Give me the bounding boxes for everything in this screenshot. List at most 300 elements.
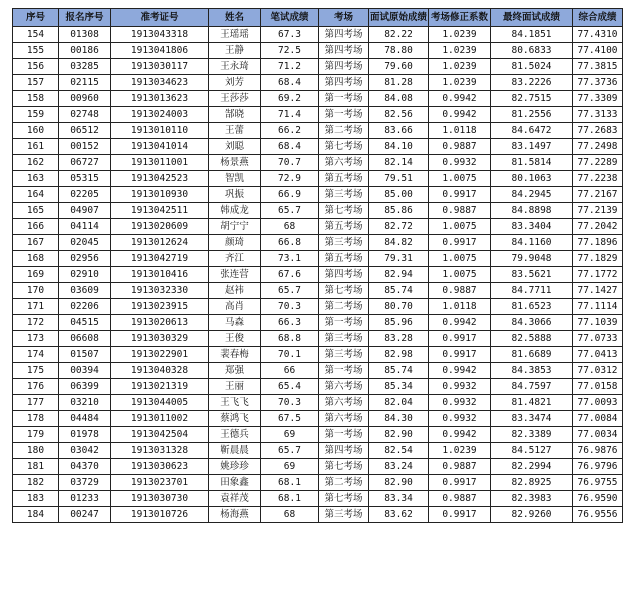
coefficient-cell: 1.0239: [429, 59, 491, 75]
seq-cell: 167: [13, 235, 59, 251]
room-cell: 第一考场: [319, 91, 369, 107]
written-score-cell: 67.6: [261, 267, 319, 283]
exam-id-cell: 1913043318: [111, 27, 209, 43]
name-cell: 齐江: [209, 251, 261, 267]
written-score-cell: 66.3: [261, 315, 319, 331]
name-cell: 王蕾: [209, 123, 261, 139]
seq-cell: 158: [13, 91, 59, 107]
exam-id-cell: 1913013623: [111, 91, 209, 107]
name-cell: 赵祎: [209, 283, 261, 299]
coefficient-cell: 0.9942: [429, 427, 491, 443]
total-score-cell: 77.1772: [573, 267, 623, 283]
room-cell: 第四考场: [319, 27, 369, 43]
total-score-cell: 77.0084: [573, 411, 623, 427]
written-score-cell: 69.2: [261, 91, 319, 107]
reg-no-cell: 01507: [59, 347, 111, 363]
table-row: [13, 219, 623, 235]
seq-cell: 177: [13, 395, 59, 411]
name-cell: 王瑶瑶: [209, 27, 261, 43]
written-score-cell: 68: [261, 219, 319, 235]
reg-no-cell: 02206: [59, 299, 111, 315]
seq-cell: 174: [13, 347, 59, 363]
seq-cell: 168: [13, 251, 59, 267]
total-score-cell: 77.2289: [573, 155, 623, 171]
name-cell: 杨景燕: [209, 155, 261, 171]
coefficient-cell: 0.9932: [429, 379, 491, 395]
room-cell: 第六考场: [319, 411, 369, 427]
room-cell: 第七考场: [319, 459, 369, 475]
seq-cell: 170: [13, 283, 59, 299]
written-score-cell: 66: [261, 363, 319, 379]
coefficient-cell: 1.0118: [429, 299, 491, 315]
table-row: [13, 187, 623, 203]
interview-final-cell: 83.3474: [491, 411, 573, 427]
reg-no-cell: 00152: [59, 139, 111, 155]
interview-final-cell: 81.5024: [491, 59, 573, 75]
written-score-cell: 73.1: [261, 251, 319, 267]
seq-cell: 155: [13, 43, 59, 59]
total-score-cell: 77.0158: [573, 379, 623, 395]
reg-no-cell: 06399: [59, 379, 111, 395]
reg-no-cell: 02045: [59, 235, 111, 251]
seq-cell: 182: [13, 475, 59, 491]
seq-cell: 165: [13, 203, 59, 219]
interview-final-cell: 82.8925: [491, 475, 573, 491]
total-score-cell: 77.0093: [573, 395, 623, 411]
interview-raw-cell: 85.00: [369, 187, 429, 203]
room-cell: 第一考场: [319, 427, 369, 443]
room-cell: 第七考场: [319, 139, 369, 155]
written-score-cell: 70.7: [261, 155, 319, 171]
score-table: [12, 8, 623, 523]
table-row: [13, 427, 623, 443]
exam-id-cell: 1913011002: [111, 411, 209, 427]
table-row: [13, 395, 623, 411]
table-row: [13, 347, 623, 363]
interview-raw-cell: 82.90: [369, 475, 429, 491]
reg-no-cell: 06608: [59, 331, 111, 347]
table-body: [13, 27, 623, 523]
seq-cell: 162: [13, 155, 59, 171]
table-row: [13, 75, 623, 91]
total-score-cell: 76.9876: [573, 443, 623, 459]
interview-final-cell: 84.7711: [491, 283, 573, 299]
room-cell: 第七考场: [319, 283, 369, 299]
table-row: [13, 443, 623, 459]
exam-id-cell: 1913031328: [111, 443, 209, 459]
seq-cell: 171: [13, 299, 59, 315]
total-score-cell: 77.0733: [573, 331, 623, 347]
room-cell: 第七考场: [319, 491, 369, 507]
table-row: [13, 139, 623, 155]
written-score-cell: 66.2: [261, 123, 319, 139]
coefficient-cell: 1.0239: [429, 75, 491, 91]
exam-id-cell: 1913010110: [111, 123, 209, 139]
room-cell: 第七考场: [319, 203, 369, 219]
seq-cell: 172: [13, 315, 59, 331]
name-cell: 王德兵: [209, 427, 261, 443]
coefficient-cell: 0.9917: [429, 235, 491, 251]
col-written-score-header: 笔试成绩: [261, 9, 319, 27]
interview-final-cell: 84.3853: [491, 363, 573, 379]
total-score-cell: 76.9755: [573, 475, 623, 491]
reg-no-cell: 06512: [59, 123, 111, 139]
seq-cell: 176: [13, 379, 59, 395]
written-score-cell: 68.1: [261, 491, 319, 507]
interview-final-cell: 82.7515: [491, 91, 573, 107]
reg-no-cell: 03729: [59, 475, 111, 491]
written-score-cell: 68.4: [261, 139, 319, 155]
interview-final-cell: 84.1851: [491, 27, 573, 43]
table-row: [13, 475, 623, 491]
interview-raw-cell: 82.22: [369, 27, 429, 43]
total-score-cell: 76.9556: [573, 507, 623, 523]
interview-final-cell: 82.3983: [491, 491, 573, 507]
table-row: [13, 123, 623, 139]
table-row: [13, 459, 623, 475]
total-score-cell: 77.1039: [573, 315, 623, 331]
coefficient-cell: 0.9932: [429, 395, 491, 411]
interview-raw-cell: 81.28: [369, 75, 429, 91]
interview-raw-cell: 83.66: [369, 123, 429, 139]
coefficient-cell: 1.0075: [429, 219, 491, 235]
exam-id-cell: 1913023915: [111, 299, 209, 315]
coefficient-cell: 0.9887: [429, 491, 491, 507]
reg-no-cell: 02115: [59, 75, 111, 91]
exam-id-cell: 1913042523: [111, 171, 209, 187]
interview-raw-cell: 84.82: [369, 235, 429, 251]
coefficient-cell: 1.0239: [429, 43, 491, 59]
name-cell: 王静: [209, 43, 261, 59]
interview-final-cell: 81.5814: [491, 155, 573, 171]
reg-no-cell: 04515: [59, 315, 111, 331]
reg-no-cell: 03210: [59, 395, 111, 411]
interview-raw-cell: 85.86: [369, 203, 429, 219]
interview-final-cell: 80.1063: [491, 171, 573, 187]
reg-no-cell: 03285: [59, 59, 111, 75]
total-score-cell: 77.4100: [573, 43, 623, 59]
coefficient-cell: 0.9887: [429, 459, 491, 475]
room-cell: 第三考场: [319, 507, 369, 523]
written-score-cell: 70.1: [261, 347, 319, 363]
interview-raw-cell: 85.34: [369, 379, 429, 395]
name-cell: 刘芳: [209, 75, 261, 91]
col-interview-final-header: 最终面试成绩: [491, 9, 573, 27]
interview-final-cell: 84.7597: [491, 379, 573, 395]
col-exam-id-header: 准考证号: [111, 9, 209, 27]
name-cell: 王丽: [209, 379, 261, 395]
written-score-cell: 68: [261, 507, 319, 523]
total-score-cell: 77.2498: [573, 139, 623, 155]
interview-raw-cell: 82.90: [369, 427, 429, 443]
written-score-cell: 69: [261, 459, 319, 475]
exam-id-cell: 1913030623: [111, 459, 209, 475]
name-cell: 王俊: [209, 331, 261, 347]
name-cell: 王莎莎: [209, 91, 261, 107]
written-score-cell: 72.9: [261, 171, 319, 187]
exam-id-cell: 1913020609: [111, 219, 209, 235]
name-cell: 王飞飞: [209, 395, 261, 411]
total-score-cell: 77.4310: [573, 27, 623, 43]
table-header-row: [13, 9, 623, 27]
interview-final-cell: 82.9260: [491, 507, 573, 523]
reg-no-cell: 06727: [59, 155, 111, 171]
coefficient-cell: 0.9942: [429, 91, 491, 107]
coefficient-cell: 0.9917: [429, 187, 491, 203]
interview-raw-cell: 82.56: [369, 107, 429, 123]
table-row: [13, 267, 623, 283]
total-score-cell: 76.9590: [573, 491, 623, 507]
interview-raw-cell: 84.30: [369, 411, 429, 427]
coefficient-cell: 0.9887: [429, 283, 491, 299]
room-cell: 第一考场: [319, 363, 369, 379]
interview-final-cell: 84.1160: [491, 235, 573, 251]
reg-no-cell: 02205: [59, 187, 111, 203]
coefficient-cell: 1.0239: [429, 443, 491, 459]
exam-id-cell: 1913010930: [111, 187, 209, 203]
total-score-cell: 77.1896: [573, 235, 623, 251]
interview-raw-cell: 85.74: [369, 363, 429, 379]
exam-id-cell: 1913010726: [111, 507, 209, 523]
interview-raw-cell: 83.62: [369, 507, 429, 523]
col-reg-no-header: 报名序号: [59, 9, 111, 27]
room-cell: 第一考场: [319, 107, 369, 123]
col-room-header: 考场: [319, 9, 369, 27]
name-cell: 智凯: [209, 171, 261, 187]
interview-final-cell: 79.9048: [491, 251, 573, 267]
name-cell: 郜晓: [209, 107, 261, 123]
interview-final-cell: 84.2945: [491, 187, 573, 203]
room-cell: 第四考场: [319, 267, 369, 283]
written-score-cell: 66.8: [261, 235, 319, 251]
written-score-cell: 65.7: [261, 443, 319, 459]
exam-id-cell: 1913012624: [111, 235, 209, 251]
exam-id-cell: 1913041806: [111, 43, 209, 59]
coefficient-cell: 1.0239: [429, 27, 491, 43]
col-name-header: 姓名: [209, 9, 261, 27]
table-row: [13, 251, 623, 267]
seq-cell: 154: [13, 27, 59, 43]
reg-no-cell: 02910: [59, 267, 111, 283]
seq-cell: 166: [13, 219, 59, 235]
table-row: [13, 171, 623, 187]
total-score-cell: 77.2683: [573, 123, 623, 139]
room-cell: 第五考场: [319, 171, 369, 187]
coefficient-cell: 0.9887: [429, 203, 491, 219]
exam-id-cell: 1913030117: [111, 59, 209, 75]
table-row: [13, 379, 623, 395]
room-cell: 第四考场: [319, 43, 369, 59]
room-cell: 第三考场: [319, 187, 369, 203]
name-cell: 胡宁宁: [209, 219, 261, 235]
coefficient-cell: 0.9942: [429, 107, 491, 123]
name-cell: 王永琦: [209, 59, 261, 75]
written-score-cell: 70.3: [261, 395, 319, 411]
interview-raw-cell: 83.24: [369, 459, 429, 475]
room-cell: 第三考场: [319, 331, 369, 347]
reg-no-cell: 00186: [59, 43, 111, 59]
exam-id-cell: 1913044005: [111, 395, 209, 411]
interview-final-cell: 83.3404: [491, 219, 573, 235]
room-cell: 第二考场: [319, 299, 369, 315]
total-score-cell: 77.3309: [573, 91, 623, 107]
reg-no-cell: 01233: [59, 491, 111, 507]
written-score-cell: 67.3: [261, 27, 319, 43]
exam-id-cell: 1913041014: [111, 139, 209, 155]
exam-id-cell: 1913023701: [111, 475, 209, 491]
coefficient-cell: 1.0075: [429, 267, 491, 283]
interview-raw-cell: 84.08: [369, 91, 429, 107]
total-score-cell: 77.3736: [573, 75, 623, 91]
name-cell: 田象鑫: [209, 475, 261, 491]
exam-id-cell: 1913024003: [111, 107, 209, 123]
exam-id-cell: 1913030730: [111, 491, 209, 507]
coefficient-cell: 1.0118: [429, 123, 491, 139]
seq-cell: 160: [13, 123, 59, 139]
table-row: [13, 507, 623, 523]
written-score-cell: 71.4: [261, 107, 319, 123]
seq-cell: 178: [13, 411, 59, 427]
reg-no-cell: 01978: [59, 427, 111, 443]
score-table-container: [12, 8, 623, 523]
coefficient-cell: 1.0075: [429, 171, 491, 187]
coefficient-cell: 0.9942: [429, 363, 491, 379]
interview-final-cell: 82.2994: [491, 459, 573, 475]
coefficient-cell: 0.9932: [429, 411, 491, 427]
written-score-cell: 68.8: [261, 331, 319, 347]
total-score-cell: 77.1114: [573, 299, 623, 315]
name-cell: 刘聪: [209, 139, 261, 155]
total-score-cell: 76.9796: [573, 459, 623, 475]
interview-raw-cell: 79.31: [369, 251, 429, 267]
room-cell: 第四考场: [319, 75, 369, 91]
written-score-cell: 65.7: [261, 283, 319, 299]
name-cell: 靳晨晨: [209, 443, 261, 459]
room-cell: 第三考场: [319, 235, 369, 251]
room-cell: 第三考场: [319, 347, 369, 363]
total-score-cell: 77.3815: [573, 59, 623, 75]
name-cell: 颜琦: [209, 235, 261, 251]
col-coefficient-header: 考场修正系数: [429, 9, 491, 27]
total-score-cell: 77.2238: [573, 171, 623, 187]
name-cell: 巩振: [209, 187, 261, 203]
reg-no-cell: 00394: [59, 363, 111, 379]
reg-no-cell: 05315: [59, 171, 111, 187]
interview-raw-cell: 82.94: [369, 267, 429, 283]
room-cell: 第六考场: [319, 155, 369, 171]
coefficient-cell: 0.9917: [429, 331, 491, 347]
table-row: [13, 107, 623, 123]
reg-no-cell: 04907: [59, 203, 111, 219]
reg-no-cell: 02956: [59, 251, 111, 267]
table-row: [13, 91, 623, 107]
seq-cell: 179: [13, 427, 59, 443]
interview-raw-cell: 84.10: [369, 139, 429, 155]
interview-final-cell: 83.2226: [491, 75, 573, 91]
seq-cell: 159: [13, 107, 59, 123]
exam-id-cell: 1913034623: [111, 75, 209, 91]
interview-raw-cell: 80.70: [369, 299, 429, 315]
interview-raw-cell: 82.98: [369, 347, 429, 363]
table-row: [13, 43, 623, 59]
exam-id-cell: 1913042719: [111, 251, 209, 267]
table-row: [13, 299, 623, 315]
seq-cell: 181: [13, 459, 59, 475]
name-cell: 杨海燕: [209, 507, 261, 523]
room-cell: 第五考场: [319, 219, 369, 235]
reg-no-cell: 01308: [59, 27, 111, 43]
written-score-cell: 68.4: [261, 75, 319, 91]
written-score-cell: 70.3: [261, 299, 319, 315]
total-score-cell: 77.3133: [573, 107, 623, 123]
coefficient-cell: 0.9917: [429, 347, 491, 363]
room-cell: 第二考场: [319, 475, 369, 491]
exam-id-cell: 1913042504: [111, 427, 209, 443]
coefficient-cell: 0.9917: [429, 475, 491, 491]
name-cell: 袁祥茂: [209, 491, 261, 507]
total-score-cell: 77.0312: [573, 363, 623, 379]
room-cell: 第六考场: [319, 395, 369, 411]
total-score-cell: 77.2139: [573, 203, 623, 219]
name-cell: 蔡鸿飞: [209, 411, 261, 427]
seq-cell: 161: [13, 139, 59, 155]
table-row: [13, 411, 623, 427]
seq-cell: 169: [13, 267, 59, 283]
interview-raw-cell: 82.04: [369, 395, 429, 411]
table-row: [13, 203, 623, 219]
table-row: [13, 315, 623, 331]
interview-final-cell: 84.5127: [491, 443, 573, 459]
interview-final-cell: 84.8898: [491, 203, 573, 219]
interview-final-cell: 83.1497: [491, 139, 573, 155]
exam-id-cell: 1913040328: [111, 363, 209, 379]
written-score-cell: 65.4: [261, 379, 319, 395]
interview-final-cell: 82.3389: [491, 427, 573, 443]
total-score-cell: 77.2042: [573, 219, 623, 235]
table-row: [13, 27, 623, 43]
room-cell: 第六考场: [319, 379, 369, 395]
seq-cell: 164: [13, 187, 59, 203]
coefficient-cell: 0.9887: [429, 139, 491, 155]
interview-final-cell: 84.6472: [491, 123, 573, 139]
interview-final-cell: 84.3066: [491, 315, 573, 331]
written-score-cell: 65.7: [261, 203, 319, 219]
name-cell: 张连营: [209, 267, 261, 283]
table-row: [13, 491, 623, 507]
reg-no-cell: 03609: [59, 283, 111, 299]
reg-no-cell: 04370: [59, 459, 111, 475]
exam-id-cell: 1913020613: [111, 315, 209, 331]
room-cell: 第二考场: [319, 123, 369, 139]
written-score-cell: 69: [261, 427, 319, 443]
name-cell: 裴春梅: [209, 347, 261, 363]
name-cell: 韩成龙: [209, 203, 261, 219]
room-cell: 第五考场: [319, 251, 369, 267]
coefficient-cell: 0.9932: [429, 155, 491, 171]
table-row: [13, 283, 623, 299]
reg-no-cell: 04484: [59, 411, 111, 427]
exam-id-cell: 1913042511: [111, 203, 209, 219]
interview-final-cell: 82.5888: [491, 331, 573, 347]
reg-no-cell: 02748: [59, 107, 111, 123]
seq-cell: 163: [13, 171, 59, 187]
interview-raw-cell: 79.60: [369, 59, 429, 75]
exam-id-cell: 1913032330: [111, 283, 209, 299]
exam-id-cell: 1913010416: [111, 267, 209, 283]
exam-id-cell: 1913011001: [111, 155, 209, 171]
name-cell: 马森: [209, 315, 261, 331]
col-total-score-header: 综合成绩: [573, 9, 623, 27]
